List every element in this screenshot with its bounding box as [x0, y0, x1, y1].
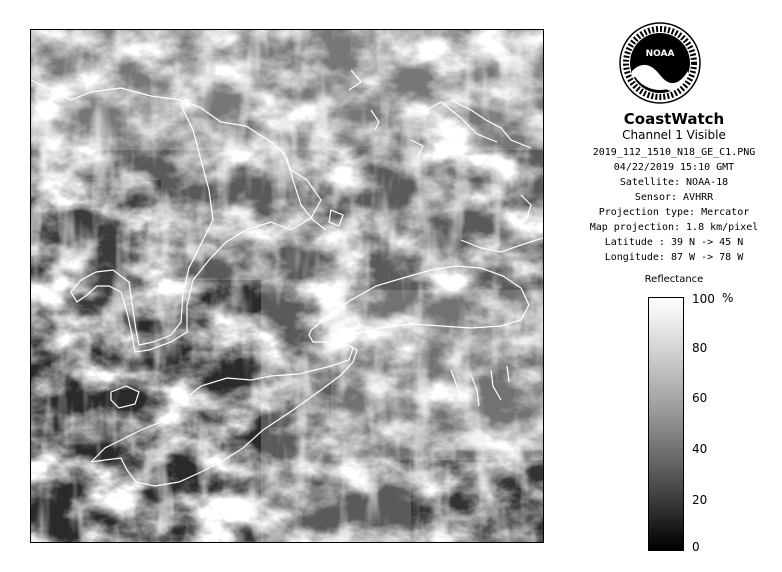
metadata-list — [574, 145, 774, 265]
noaa-logo — [618, 19, 702, 107]
metadata-sensor: Sensor: AVHRR — [634, 192, 714, 203]
brand-title: CoastWatch — [623, 110, 725, 128]
metadata-filename: 2019_112_1510_N18_GE_C1.PNG — [592, 147, 756, 158]
legend-tick-60: 60 — [692, 391, 708, 405]
legend-tick-100: 100 — [692, 292, 715, 306]
metadata-projection-type: Projection type: Mercator — [598, 207, 750, 218]
metadata-map-projection: Map projection: 1.8 km/pixel — [589, 222, 759, 233]
channel-label: Channel 1 Visible — [622, 128, 726, 142]
legend-title: Reflectance — [644, 274, 704, 285]
metadata-latitude: Latitude : 39 N -> 45 N — [604, 237, 744, 248]
legend-tick-20: 20 — [692, 493, 708, 507]
logo-emblem-text: NOAA — [645, 49, 675, 59]
legend-tick-0: 0 — [692, 540, 700, 554]
legend-tick-40: 40 — [692, 442, 708, 456]
reflectance-colorbar — [648, 297, 684, 551]
metadata-datetime: 04/22/2019 15:10 GMT — [613, 162, 735, 173]
satellite-image — [30, 29, 544, 543]
metadata-satellite: Satellite: NOAA-18 — [619, 177, 729, 188]
metadata-longitude: Longitude: 87 W -> 78 W — [604, 252, 744, 263]
legend-unit: % — [722, 291, 734, 305]
legend-tick-80: 80 — [692, 341, 708, 355]
